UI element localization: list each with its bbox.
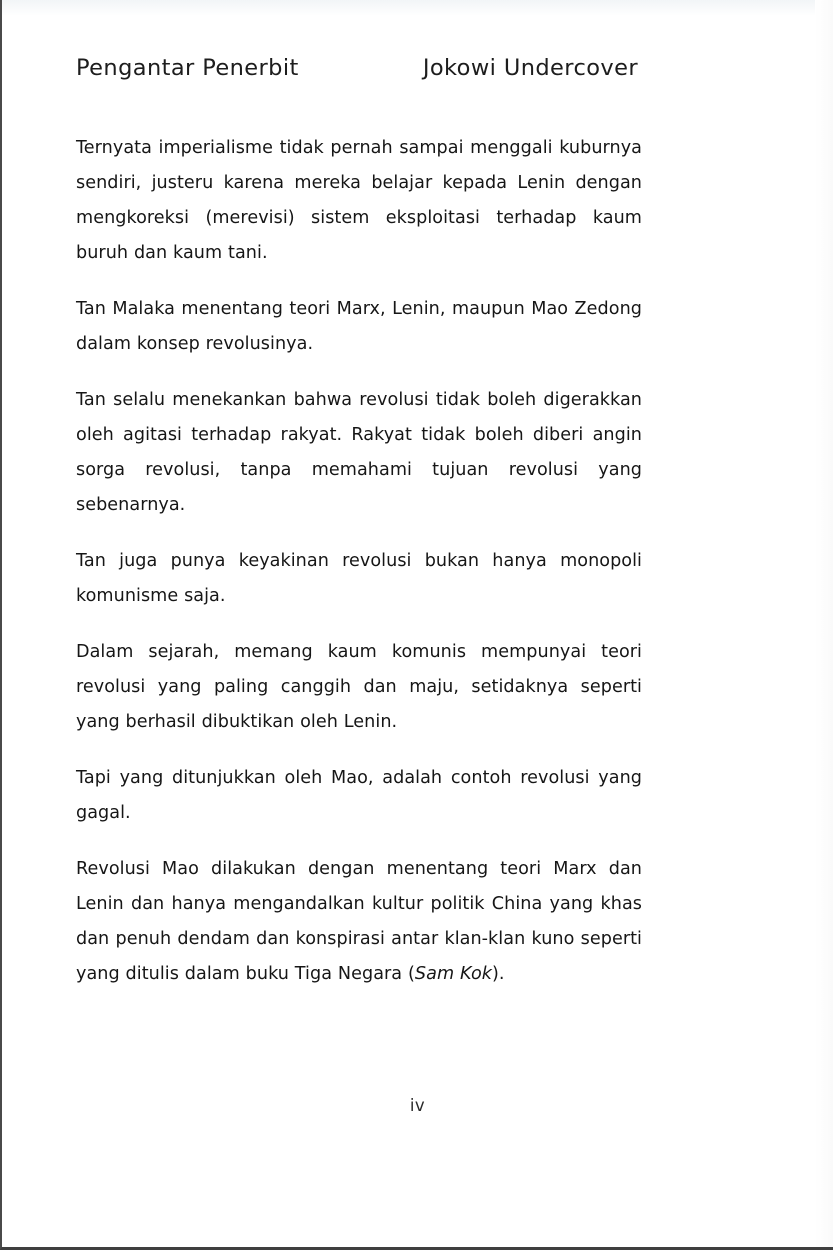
page-number: iv xyxy=(409,1096,426,1115)
body-paragraph: Dalam sejarah, memang kaum komunis mempunyai teori revolusi yang paling canggih dan maju, setidaknya seperti yang berhasil dibuktikan oleh Lenin. xyxy=(76,642,642,732)
paragraph-tail-text: ). xyxy=(492,964,505,984)
body-paragraph: Tan selalu menekankan bahwa revolusi tidak boleh digerakkan oleh agitasi terhadap rakyat. Rakyat tidak boleh diberi angin sorga revolusi, tanpa memahami tujuan revolusi yang sebenarnya. xyxy=(76,390,642,515)
body-paragraph: Tan Malaka menentang teori Marx, Lenin, maupun Mao Zedong dalam konsep revolusinya. xyxy=(76,299,642,354)
scan-edge-top xyxy=(2,0,833,16)
body-text-block xyxy=(76,131,642,992)
body-paragraph-with-citation xyxy=(76,852,642,992)
cited-work-title: Sam Kok xyxy=(414,964,492,984)
body-paragraph: Ternyata imperialisme tidak pernah sampai menggali kuburnya sendiri, justeru karena mereka belajar kepada Lenin dengan mengkoreksi (merevisi) sistem eksploitasi terhadap kaum buruh dan kaum tani. xyxy=(76,138,642,263)
running-head-chapter-title: Pengantar Penerbit xyxy=(76,55,299,81)
running-head-book-title: Jokowi Undercover xyxy=(422,55,638,81)
body-paragraph: Tapi yang ditunjukkan oleh Mao, adalah contoh revolusi yang gagal. xyxy=(76,768,642,823)
body-paragraph: Tan juga punya keyakinan revolusi bukan hanya monopoli komunisme saja. xyxy=(76,551,642,606)
paragraph-lead-text: Revolusi Mao dilakukan dengan menentang teori Marx dan Lenin dan hanya mengandalkan kultur politik China yang khas dan penuh dendam dan konspirasi antar klan-klan kuno seperti yang ditulis dalam buku Tiga Negara ( xyxy=(76,859,642,984)
running-head xyxy=(76,55,638,89)
scan-edge-right xyxy=(815,0,833,1247)
